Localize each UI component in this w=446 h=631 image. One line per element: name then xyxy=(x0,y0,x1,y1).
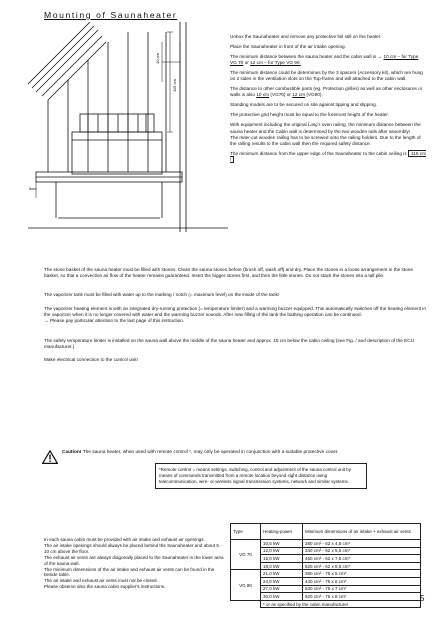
dims-cell: 440 cm² - 75 x 6 cm* xyxy=(303,577,421,585)
heater-mounting-diagram xyxy=(28,22,228,232)
instruction-railing: With equipment including the original Lang's oven railing, the minimum distance between the sauna heater and the Cabin wall is determined by the two wooden rails after assembly! The miter-cut wooden railing has to be screwed onto the railing holders. Due to the length of the railing results to the cabin wall then the required safety distance. xyxy=(230,121,421,146)
vaporizer-fill-text: The vaporizer tank must be filled with water up to the marking / notch (= maximum level) on the inside of the tank! xyxy=(44,292,280,297)
table-footnote-row xyxy=(231,600,421,608)
ventilation-instructions xyxy=(44,537,228,590)
dims-cell: 340 cm² - 62 x 5,5 cm* xyxy=(303,547,421,555)
ventilation-text-1: In each sauna cabin must be provided with air intake and exhaust air openings. xyxy=(44,537,205,542)
ventilation-text-5: The air intake and exhaust air vents must not be closed. xyxy=(44,578,158,584)
dims-cell: 620 cm² - 75 x 8 cm* xyxy=(303,593,421,601)
type-cell: VG 90 xyxy=(231,570,261,600)
table-row xyxy=(231,570,421,578)
caution-heading: Caution! The sauna heater, when used with remote control *, may only be operated in conjunction with a suitable protective cover. xyxy=(62,450,339,455)
dims-cell: 380 cm² - 75 x 5 cm* xyxy=(303,570,421,578)
power-cell: 21,0 kW xyxy=(261,570,303,578)
instruction-standing-models: Standing models are to be secured on site against tipping and slipping. xyxy=(230,101,377,107)
instruction-placement: Place the Saunaheater in front of the air intake opening. xyxy=(230,43,346,49)
power-cell: 24,0 kW xyxy=(261,577,303,585)
mounting-instructions xyxy=(230,34,426,167)
dims-cell: 530 cm² - 75 x 7 cm* xyxy=(303,585,421,593)
power-cell: 27,0 kW xyxy=(261,585,303,593)
power-cell: 18,0 kW xyxy=(261,562,303,570)
dim-5cm-label: 5cm xyxy=(29,186,37,191)
ventilation-text-6: Please observe also the sauna cabin supplier's instructions. xyxy=(44,584,166,590)
power-cell: 30,0 kW xyxy=(261,593,303,601)
warning-icon xyxy=(42,450,58,464)
type-cell: VG 70 xyxy=(231,540,261,570)
power-cell: 15,0 kW xyxy=(261,555,303,563)
page-title: Mounting of Saunaheater xyxy=(44,10,178,20)
vent-dimensions-table xyxy=(230,523,421,608)
power-cell: 12,0 kW xyxy=(261,547,303,555)
table-header-dimensions: Minimum dimensions of air intake + exhaust air vents xyxy=(303,524,421,540)
instruction-min-distance: The minimum distance between the sauna heater and the cabin wall is → 10 cm – for Type VG 70 or 12 cm – for Type VG 90. xyxy=(230,53,419,65)
dim-115cm-label: 115 cm xyxy=(172,79,177,92)
brand-logo: Lang's xyxy=(307,122,321,128)
page-number: 5 xyxy=(420,594,425,603)
electrical-connection-text: Make electrical connection to the control unit! xyxy=(44,357,138,362)
table-row xyxy=(231,540,421,548)
ventilation-text-4: The minimum dimensions of the air intake and exhaust air vents can be found in the beside table. xyxy=(44,566,215,578)
table-header-power: Heating-power xyxy=(261,524,303,540)
table-footnote: * or as specified by the cabin manufacturer xyxy=(261,600,421,608)
dims-cell: 460 cm² - 62 x 7,5 cm* xyxy=(303,555,421,563)
instruction-combustible-distance: The distance to other combustible parts (eg. Protection grilles) as well as other enclosures or walls is also 10 cm (VG70) or 12 cm (VG90). xyxy=(230,85,423,97)
instruction-ceiling-distance: The minimum distance from the upper edge of the Saunaheater to the cabin ceiling is 115 cm ! xyxy=(230,150,426,162)
temperature-limiter-text: The safety temperature limiter is installed on the sauna wall above the middle of the sauna heater and approx. 15 cm below the cabin ceiling (see Fig. / and description of the ECU manufacturer.) xyxy=(44,338,414,350)
stone-basket-text: The stone basket of the sauna heater must be filled with stones. Clean the sauna stones before (brush off, wash off) and dry. Place the stones in a loose arrangement in the stone basket, so that a convection air flow of the heater remains guaranteed. Insert the bigger stones first, and then the little stones. Do not stack the stones into a tall pile. xyxy=(44,267,413,279)
instruction-spacers: The minimum distance could be determines by the 3 spacers (Accessory kit), which are hung on 2 sides in the ventilation slots on the Top-frame and will attached to the cabin wall. xyxy=(230,69,423,81)
ventilation-text-2: The air intake openings should always be placed behind the Saunaheater and about 5 - 10 cm above the floor. xyxy=(44,542,222,554)
ventilation-text-3: The exhaust air vents are always diagonally placed to the Saunaheater in the lower area of the sauna wall. xyxy=(44,554,224,566)
vaporizer-heating-text: The vaporizer heating element is with an integrated dry-running protection (= temperature limiter) and a warming buzzer equipped. This automatically switches off the heating element in the vaporizer when it is no longer covered with water and the warming buzzer sounds. After new filling of the tank the bathing operation can be continued. → Please pay particular attention to the last page of this instruction. xyxy=(44,306,426,324)
instruction-grid-height: The protective grid height must be equal to the foremost height of the heater. xyxy=(230,111,389,117)
power-cell: 10,5 kW xyxy=(261,540,303,548)
remote-control-definition: *Remote control = means settings, switching, control and adjustment of the sauna control unit by means of commands transmitted from a remote location beyond sight distance using telecommunication, wire- or wireless signal transmission systems, network and similar systems. xyxy=(155,463,367,489)
dims-cell: 520 cm² - 62 x 8,5 cm* xyxy=(303,562,421,570)
dims-cell: 280 cm² - 62 x 4,5 cm* xyxy=(303,540,421,548)
instruction-unbox: Unbox the Saunaheater and remove any protective foil still on the heater. xyxy=(230,34,382,39)
table-header-type: Type xyxy=(231,524,261,540)
dim-10cm-label: 10 cm xyxy=(155,53,160,64)
